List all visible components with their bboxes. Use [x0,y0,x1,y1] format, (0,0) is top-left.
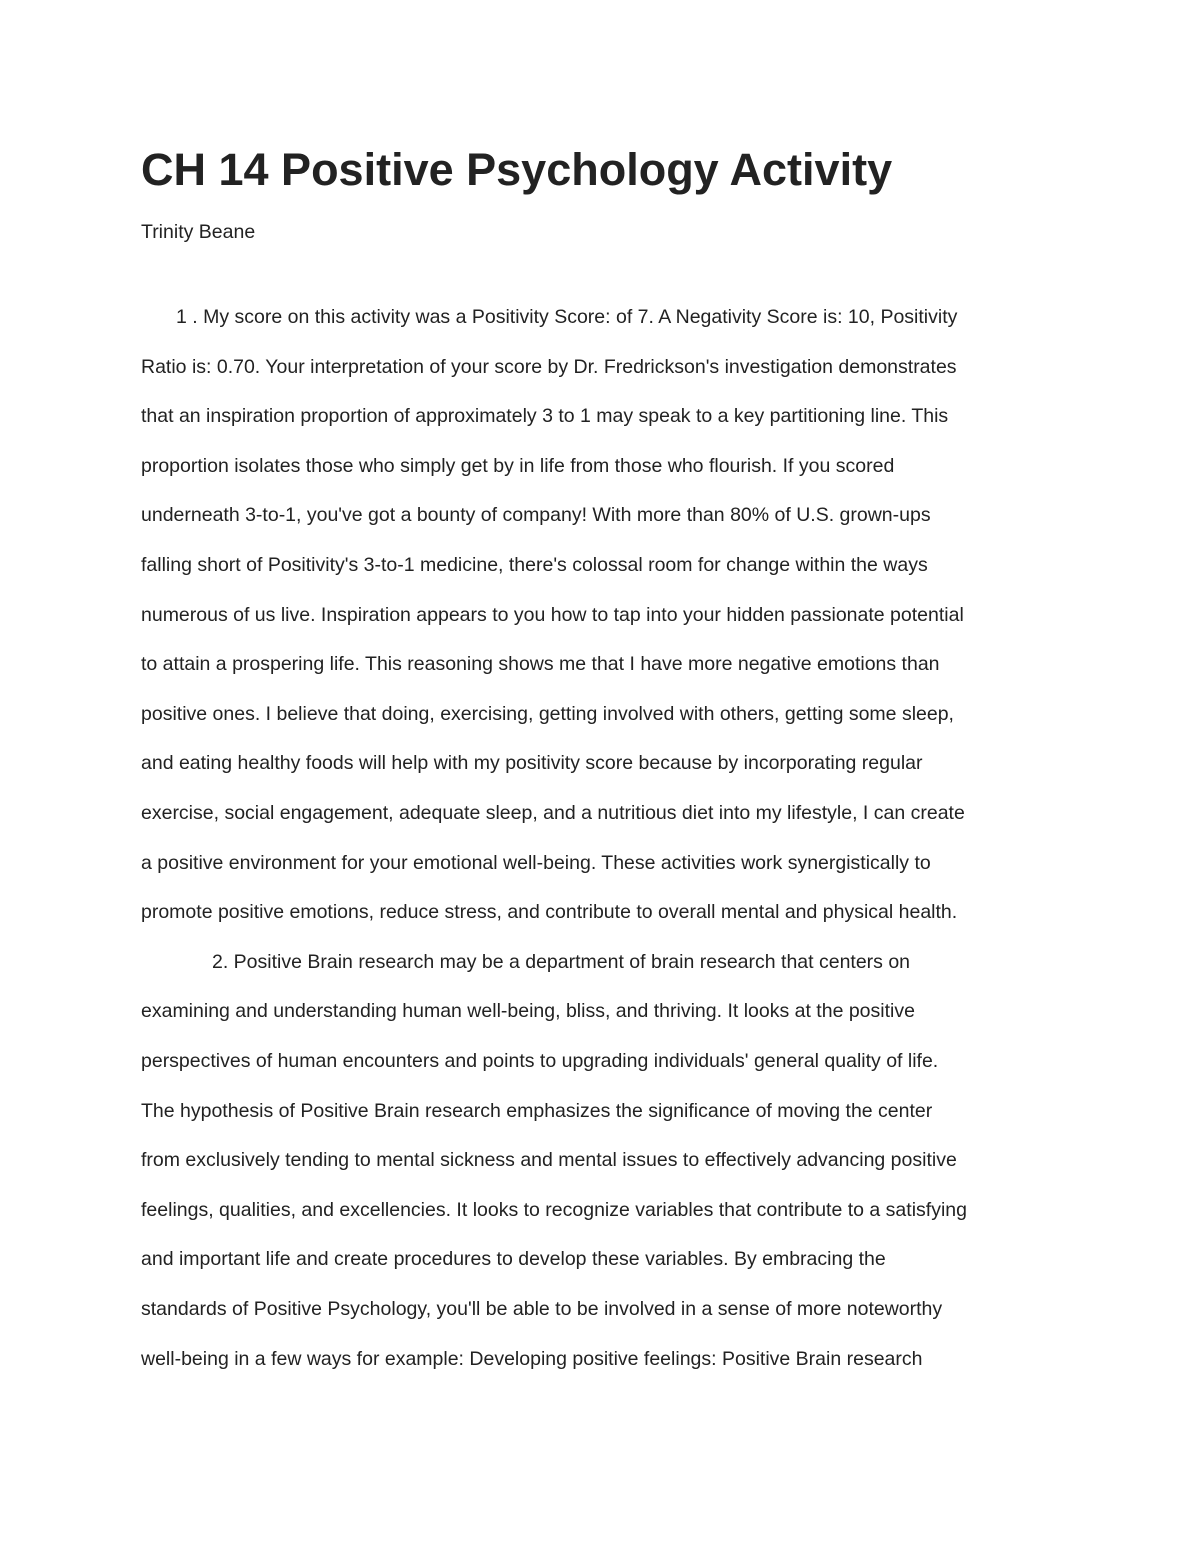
body-text-line: Ratio is: 0.70. Your interpretation of your score by Dr. Fredrickson's investigation demonstrates [141,355,957,378]
body-text-line: from exclusively tending to mental sickness and mental issues to effectively advancing positive [141,1149,957,1172]
body-text-line: feelings, qualities, and excellencies. It looks to recognize variables that contribute to a satisfying [141,1198,967,1221]
body-text-line: and eating healthy foods will help with my positivity score because by incorporating regular [141,752,923,775]
body-text-line: falling short of Positivity's 3-to-1 medicine, there's colossal room for change within the ways [141,554,928,576]
body-text-line: to attain a prospering life. This reasoning shows me that I have more negative emotions than [141,653,940,676]
author-name: Trinity Beane [141,221,256,243]
body-text-line: and important life and create procedures to develop these variables. By embracing the [141,1248,886,1271]
body-text-line: proportion isolates those who simply get by in life from those who flourish. If you scored [141,454,895,477]
body-text-line: examining and understanding human well-being, bliss, and thriving. It looks at the positive [141,1000,915,1023]
body-text-line: that an inspiration proportion of approximately 3 to 1 may speak to a key partitioning line. This [141,405,949,428]
body-text-line: exercise, social engagement, adequate sleep, and a nutritious diet into my lifestyle, I can create [141,802,965,824]
document-title: CH 14 Positive Psychology Activity [141,144,893,195]
body-text-line: The hypothesis of Positive Brain research emphasizes the significance of moving the center [141,1099,933,1122]
body-text-line: promote positive emotions, reduce stress, and contribute to overall mental and physical health. [141,901,958,924]
body-text-line: standards of Positive Psychology, you'll be able to be involved in a sense of more noteworthy [141,1298,943,1320]
body-text-line: perspectives of human encounters and points to upgrading individuals' general quality of life. [141,1050,939,1072]
body-text-line: well-being in a few ways for example: Developing positive feelings: Positive Brain research [141,1347,923,1370]
body-text-line: numerous of us live. Inspiration appears to you how to tap into your hidden passionate potential [141,603,964,626]
body-text-line: a positive environment for your emotional well-being. These activities work synergistically to [141,851,931,874]
body-text-line: positive ones. I believe that doing, exercising, getting involved with others, getting some sleep, [141,702,954,725]
body-text-line: 2. Positive Brain research may be a department of brain research that centers on [212,950,911,973]
body-text-line: underneath 3-to-1, you've got a bounty of company! With more than 80% of U.S. grown-ups [141,504,931,527]
body-text-line: 1 . My score on this activity was a Positivity Score: of 7. A Negativity Score is: 10, Positivity [176,306,958,328]
